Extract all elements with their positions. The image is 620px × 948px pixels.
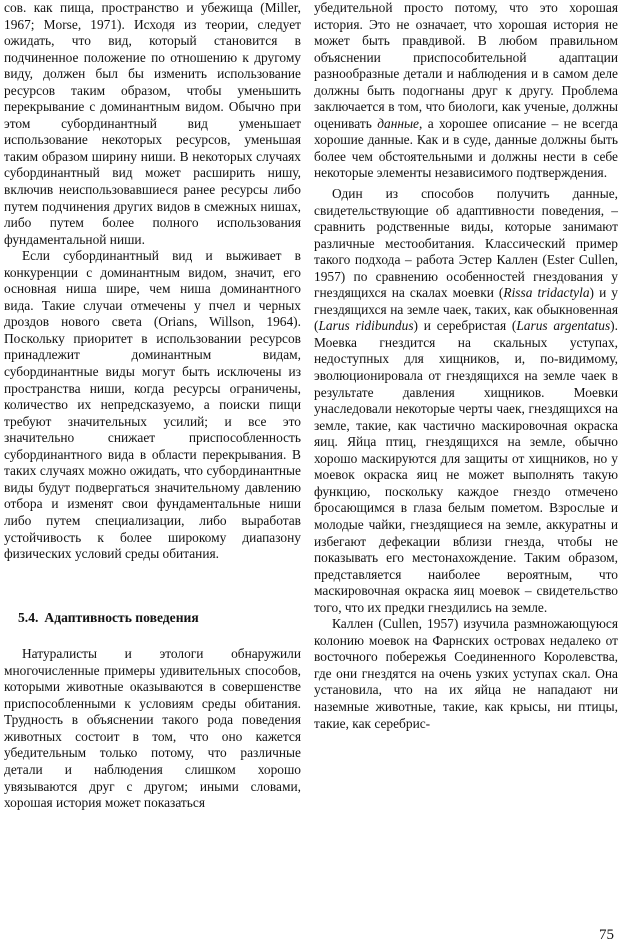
right-column (314, 0, 618, 732)
section-number: 5.4. (18, 609, 39, 625)
paragraph: Один из способов получить данные, свидетельствующие об адаптивности поведения, – сравнить родственные виды, которые занимают различные местообитания. Классический пример такого подхода – работа Эстер Каллен (Ester Cullen, 1957) по сравнению особенностей гнездования у гнездящихся на скалах моевки (Rissa tridactyla) и у гнездящихся на земле чаек, таких, как обыкновенная (Larus ridibundus) и серебристая (Larus argentatus). Моевка гнездится на скальных уступах, недоступных для хищников, и, по-видимому, эволюционировала от гнездящихся на земле чаек в результате давления хищников. Моевки унаследовали некоторые черты чаек, гнездящихся на земле, такие, как частично маскировочная окраска яиц. Яйца птиц, гнездящихся на земле, обычно хорошо маскируются для защиты от хищников, но у моевок окраска яиц не может выполнять такую функцию, поскольку каждое гнездо отмечено бросающимся в глаза белым пометом. Взрослые и молодые чайки, гнездящиеся на земле, аккуратны и избегают дефекации вблизи гнезда, чтобы не показывать его местонахождение. Таким образом, представляется наиболее вероятным, что маскировочная окраска яиц моевок – свидетельство того, что их предки гнездились на земле. (314, 186, 618, 615)
species-name: Larus argentatus (516, 318, 611, 334)
species-name: Rissa tridactyla (503, 285, 590, 301)
paragraph: Натуралисты и этологи обнаружили многочисленные примеры удивительных способов, которыми животные оказываются в совершенстве приспособленными к условиям среды обитания. Трудность в объяснении такого рода поведения животных состоит в том, что оно кажется убедительным только потому, что различные детали и наблюдения слишком хорошо увязываются друг с другом; иными словами, хорошая история может показаться (4, 646, 301, 811)
section-heading (18, 610, 301, 627)
paragraph: сов. как пища, пространство и убежища (Miller, 1967; Morse, 1971). Исходя из теории, следует ожидать, что вид, который становится в подчиненное положение по отношению к другому виду, должен был бы изменить использование ресурсов таким образом, чтобы уменьшить перекрывание с доминантным видом. Обычно при этом субординантный вид уменьшает использование некоторых ресурсов, уменьшая таким образом ширину ниши. В некоторых случаях субординантный вид может расширить нишу, включив неиспользовавшиеся ранее ресурсы либо путем подчинения других видов в смежных нишах, либо путем более полного использования фундаментальной ниши. (4, 0, 301, 247)
paragraph: Каллен (Cullen, 1957) изучила размножающуюся колонию моевок на Фарнских островах недалеко от восточного побережья Соединенного Королевства, где они гнездятся на очень узких уступах скал. Она установила, что на их яйца не нападают ни наземные животные, такие, как крысы, ни птицы, такие, как серебрис- (314, 616, 618, 731)
page-number: 75 (599, 927, 614, 943)
paragraph: Если субординантный вид и выживает в конкуренции с доминантным видом, значит, его основная ниша шире, чем ниша доминантного вида. Такие случаи отмечены у пчел и черных дроздов нового света (Orians, Willson, 1964). Поскольку приоритет в использовании ресурсов принадлежит доминантным видам, субординантные виды могут быть исключены из пространства ниши, когда ресурсы ограничены, количество их непредсказуемо, а поиски пищи требуют значительных усилий; и все это значительно снижает приспособленность субординантного вида в области перекрывания. В таких случаях можно ожидать, что субординантные виды будут подвергаться значительному давлению отбора и изменят свои фундаментальные ниши либо путем специализации, либо выработав устойчивость к более широкому диапазону физических условий среды обитания. (4, 248, 301, 562)
italic-term: данные (377, 115, 419, 131)
left-column (4, 0, 301, 812)
species-name: Larus ridibundus (318, 318, 414, 334)
section-title: Адаптивность поведения (44, 609, 199, 625)
paragraph: убедительной просто потому, что это хорошая история. Это не означает, что хорошая история не может быть правдивой. В любом правильном объяснении приспособительной адаптации разнообразные детали и наблюдения и в самом деле должны быть подогнаны друг к другу. Проблема заключается в том, что биологи, как ученые, должны оценивать данные, а хорошее описание – не всегда хорошие данные. Как и в суде, данные должны быть более чем обстоятельными и должны нести в себе некоторые элементы независимого подтверждения. (314, 0, 619, 181)
